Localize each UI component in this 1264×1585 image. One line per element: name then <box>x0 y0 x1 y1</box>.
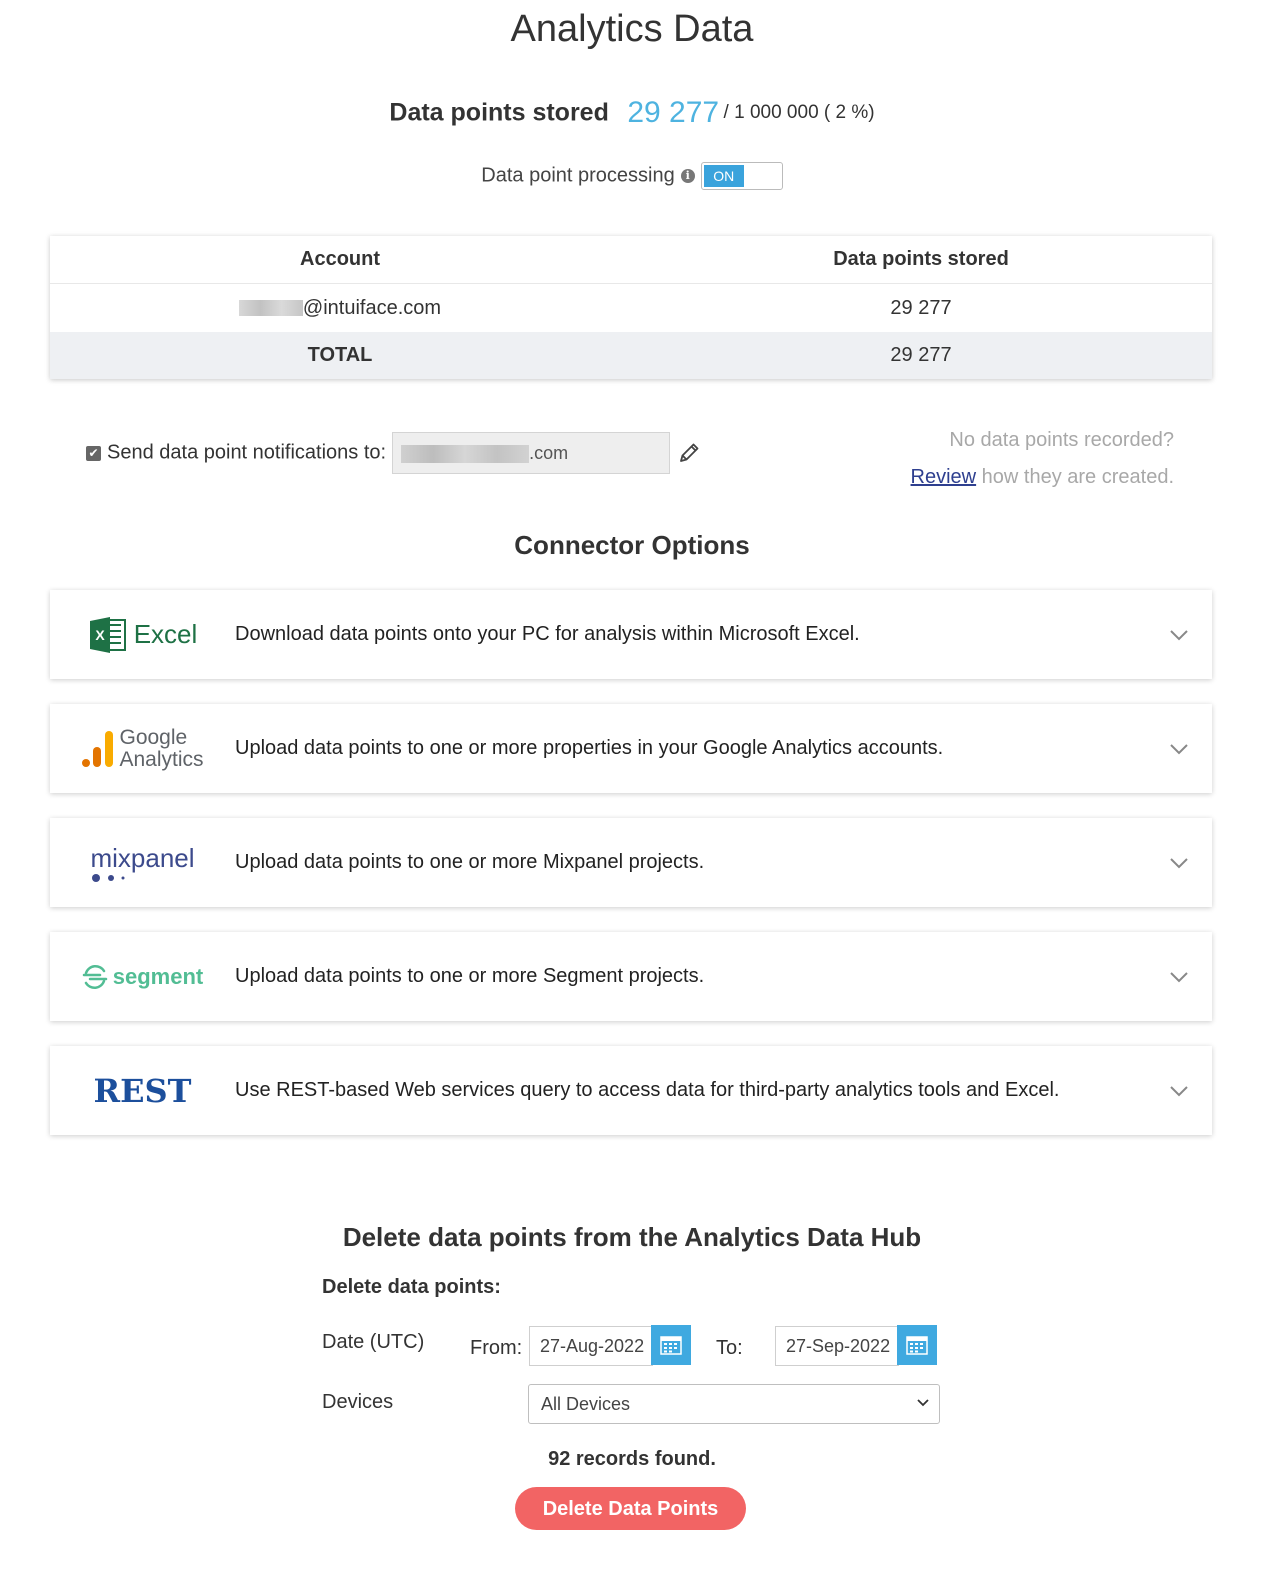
notifications-row <box>86 432 702 474</box>
stats-limit: / 1 000 000 ( 2 %) <box>723 102 875 123</box>
processing-row <box>0 162 1264 190</box>
delete-subtitle: Delete data points: <box>322 1276 501 1298</box>
total-label: TOTAL <box>307 344 373 366</box>
google-text: Google <box>119 725 188 749</box>
page-title: Analytics Data <box>510 8 754 50</box>
email-suffix: .com <box>529 443 569 463</box>
info-icon[interactable]: i <box>681 169 695 183</box>
connector-segment[interactable] <box>50 932 1212 1021</box>
notification-email-field[interactable] <box>392 432 670 474</box>
segment-logo <box>50 932 235 1021</box>
account-cell <box>50 297 630 320</box>
analytics-text: Analytics <box>119 747 204 771</box>
connector-description: Upload data points to one or more Mixpanel projects. <box>235 851 705 873</box>
from-date-input[interactable]: 27-Aug-2022 <box>529 1326 653 1366</box>
calendar-icon <box>660 1335 682 1355</box>
connector-excel[interactable] <box>50 590 1212 679</box>
devices-label: Devices <box>322 1391 394 1413</box>
redacted-text <box>239 300 303 316</box>
processing-label: Data point processing <box>481 164 675 187</box>
chevron-down-icon[interactable] <box>1146 1085 1212 1097</box>
review-link[interactable]: Review <box>910 466 977 488</box>
review-hint <box>911 422 1174 496</box>
to-date-input[interactable]: 27-Sep-2022 <box>775 1326 899 1366</box>
count-cell: 29 277 <box>890 296 952 319</box>
account-email: @intuiface.com <box>302 296 442 319</box>
segment-logo-text: segment <box>112 963 204 989</box>
connector-description: Upload data points to one or more Segment projects. <box>235 965 705 987</box>
chevron-down-icon[interactable] <box>1146 629 1212 641</box>
table-row <box>50 284 1212 332</box>
segment-icon <box>82 964 108 990</box>
data-points-summary <box>0 96 1264 130</box>
from-calendar-button[interactable] <box>651 1325 691 1365</box>
rest-logo <box>50 1046 235 1135</box>
stats-label: Data points stored <box>389 98 609 127</box>
delete-section-title: Delete data points from the Analytics Data Hub <box>342 1222 922 1252</box>
connector-options-title: Connector Options <box>514 530 750 560</box>
connector-description: Upload data points to one or more properties in your Google Analytics accounts. <box>235 737 944 759</box>
excel-icon <box>88 615 128 655</box>
connector-description: Download data points onto your PC for analysis within Microsoft Excel. <box>235 623 860 645</box>
chevron-down-icon[interactable] <box>1146 857 1212 869</box>
connector-description: Use REST-based Web services query to access data for third-party analytics tools and Excel. <box>235 1079 1060 1101</box>
table-total-row <box>50 332 1212 379</box>
chevron-down-icon[interactable] <box>1146 971 1212 983</box>
pencil-edit-icon[interactable] <box>676 440 702 466</box>
from-label: From: <box>470 1337 523 1359</box>
notifications-checkbox[interactable]: ✔ <box>86 446 101 461</box>
total-count: 29 277 <box>890 344 952 366</box>
excel-logo-text: Excel <box>133 619 198 649</box>
review-line2 <box>911 459 1174 496</box>
header-data-points: Data points stored <box>833 248 1009 270</box>
toggle-on-label: ON <box>704 165 744 187</box>
calendar-icon <box>906 1335 928 1355</box>
mixpanel-logo <box>50 818 235 907</box>
table-header <box>50 236 1212 284</box>
to-calendar-button[interactable] <box>897 1325 937 1365</box>
notifications-label: Send data point notifications to: <box>107 441 387 464</box>
mixpanel-dots-icon <box>90 873 140 883</box>
google-analytics-logo-text <box>119 727 203 771</box>
chevron-down-icon <box>917 1399 929 1407</box>
mixpanel-logo-text: mixpanel <box>90 843 195 873</box>
connector-mixpanel[interactable] <box>50 818 1212 907</box>
chevron-down-icon[interactable] <box>1146 743 1212 755</box>
connector-rest[interactable] <box>50 1046 1212 1135</box>
header-account: Account <box>300 248 380 270</box>
svg-text:X: X <box>95 626 105 643</box>
accounts-table <box>50 236 1212 379</box>
stats-stored-count: 29 277 <box>627 96 720 129</box>
review-line1: No data points recorded? <box>949 429 1174 451</box>
excel-logo <box>50 590 235 679</box>
rest-logo-text: REST <box>93 1071 192 1110</box>
processing-toggle[interactable] <box>701 162 783 190</box>
devices-selected-value: All Devices <box>541 1394 631 1414</box>
delete-data-points-button[interactable]: Delete Data Points <box>515 1487 746 1530</box>
to-label: To: <box>716 1337 743 1359</box>
google-analytics-logo <box>50 704 235 793</box>
review-line2-rest: how they are created. <box>976 466 1174 488</box>
redacted-text <box>401 445 529 463</box>
devices-select[interactable] <box>528 1384 940 1424</box>
connector-google-analytics[interactable] <box>50 704 1212 793</box>
records-found: 92 records found. <box>548 1448 716 1470</box>
date-label: Date (UTC) <box>322 1331 425 1353</box>
google-analytics-icon <box>81 729 115 769</box>
